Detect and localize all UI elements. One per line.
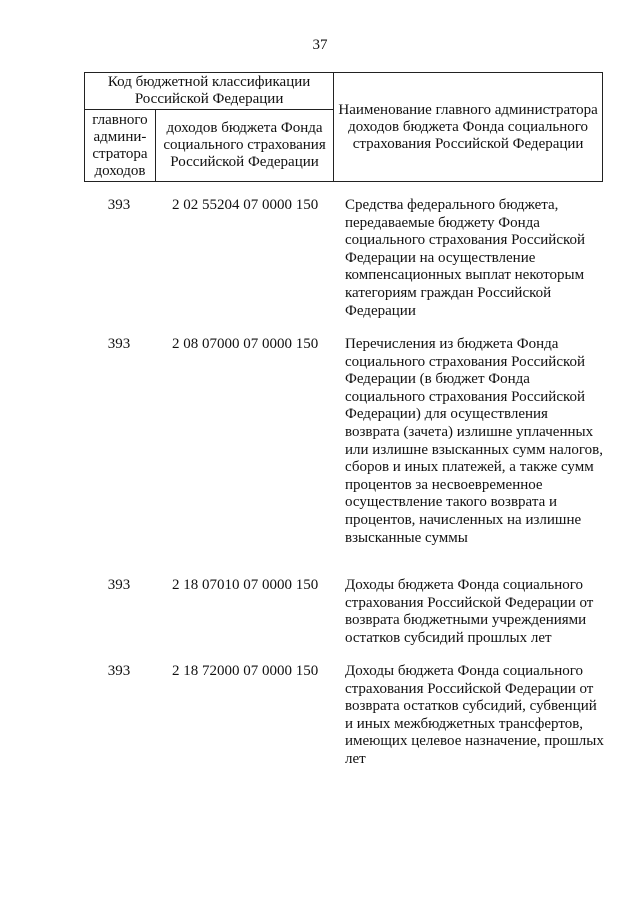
admin-code-cell: 393 (107, 577, 131, 593)
header-admin-code: главного админи-стратора доходов (85, 110, 156, 182)
income-code-cell: 2 18 07010 07 0000 150 (172, 577, 319, 593)
description-cell: Перечисления из бюджета Фонда социального страхования Российской Федерации (в бюджет Фонда социального страхования Российской Федерации) для осуществления возврата (зачета) излишне уплаченных или излишне взысканных сумм налогов, сборов и иных платежей, а также сумм процентов за несвоевременное осуществление такого возврата и процентов, начисленных на излишне взысканные суммы (345, 336, 603, 546)
income-code-cell: 2 08 07000 07 0000 150 (172, 336, 319, 352)
admin-code-cell: 393 (107, 663, 131, 679)
admin-code-cell: 393 (107, 336, 131, 352)
income-code-cell: 2 18 72000 07 0000 150 (172, 663, 319, 679)
description-cell: Доходы бюджета Фонда социального страхования Российской Федерации от возврата остатков субсидий, субвенций и иных межбюджетных трансфертов, имеющих целевое назначение, прошлых лет (345, 663, 604, 767)
header-income-code: доходов бюджета Фонда социального страхования Российской Федерации (155, 110, 333, 182)
description-cell: Средства федерального бюджета, передаваемые бюджету Фонда социального страхования Российской Федерации на осуществление компенсационных выплат некоторым категориям граждан Российской Федерации (345, 197, 586, 319)
table-header (84, 72, 603, 182)
header-admin-name: Наименование главного администратора доходов бюджета Фонда социального страхования Российской Федерации (334, 73, 603, 182)
income-code-cell: 2 02 55204 07 0000 150 (172, 197, 319, 213)
page-number: 37 (312, 37, 328, 53)
description-cell: Доходы бюджета Фонда социального страхования Российской Федерации от возврата бюджетными учреждениями остатков субсидий прошлых лет (345, 577, 594, 646)
admin-code-cell: 393 (107, 197, 131, 213)
header-budget-code: Код бюджетной классификации Российской Федерации (85, 73, 334, 110)
